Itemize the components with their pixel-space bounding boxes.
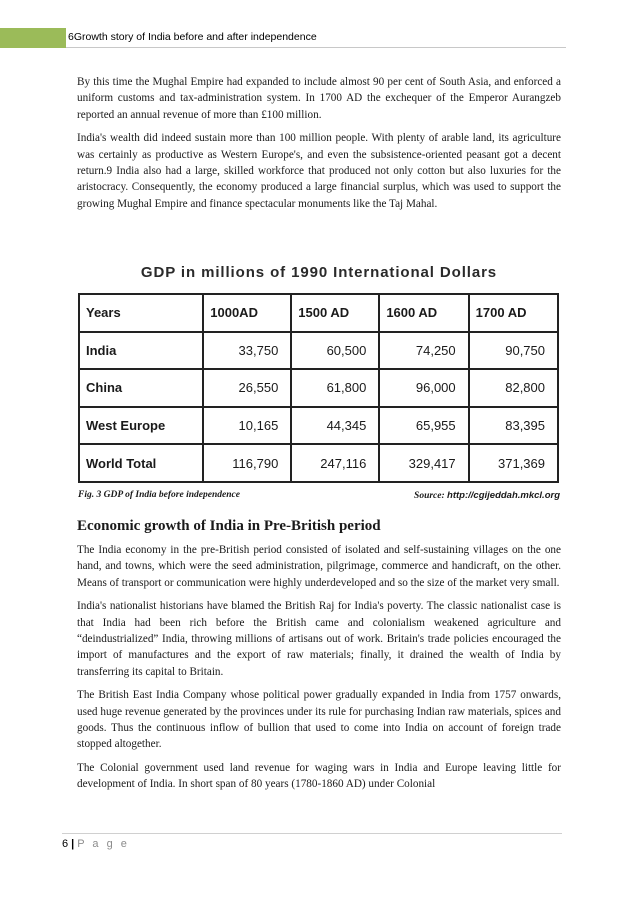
row-label: China — [79, 369, 203, 407]
table-cell: 371,369 — [469, 444, 558, 482]
header-divider — [66, 47, 566, 48]
table-cell: 44,345 — [291, 407, 379, 445]
table-cell: 83,395 — [469, 407, 558, 445]
paragraph: The Colonial government used land revenue for waging wars in India and Europe leaving little for development of India. In short span of 80 years (1780-1860 AD) under Colonial — [77, 761, 561, 791]
row-label: West Europe — [79, 407, 203, 445]
footer-page-label: P a g e — [77, 838, 130, 850]
footer-separator: | — [71, 838, 75, 850]
table-cell: 90,750 — [469, 332, 558, 370]
page-footer — [62, 838, 129, 850]
table-cell: 82,800 — [469, 369, 558, 407]
column-header: 1500 AD — [291, 294, 379, 332]
figure-source — [414, 490, 560, 501]
footer-page-number: 6 — [62, 838, 69, 850]
table-header-row — [79, 294, 558, 332]
paragraph: India's wealth did indeed sustain more than 100 million people. With plenty of arable land, its agriculture was certainly as productive as Western Europe's, and even the subsistence-oriented peasant got a decent return.9 India also had a large, skilled workforce that produced not only cotton but also luxuries for the aristocracy. Consequently, the economy produced a large financial surplus, which was used to support the growing Mughal Empire and finance spectacular monuments like the Taj Mahal. — [77, 132, 561, 210]
paragraph: India's nationalist historians have blamed the British Raj for India's poverty. The classic nationalist case is that India had been rich before the British came and colonialism weakened agriculture and “deindustrialized” India, throwing millions of artisans out of work. Britain's trade policies encouraged the import of manufactures and the export of raw materials; finally, it drained the wealth of India by transferring its capital to Britain. — [77, 600, 561, 678]
table-cell: 60,500 — [291, 332, 379, 370]
source-label: Source: — [414, 491, 445, 501]
section-heading: Economic growth of India in Pre-British period — [77, 518, 381, 534]
table-cell: 61,800 — [291, 369, 379, 407]
table-row — [79, 407, 558, 445]
header-title: Growth story of India before and after independence — [73, 31, 317, 43]
caption-text: Fig. 3 GDP of India before independence — [78, 490, 240, 500]
paragraph: The British East India Company whose political power gradually expanded in India from 1757 onwards, used huge revenue generated by the provinces under its rule for purchasing Indian raw materials, spices and goods. Thus the continuous inflow of bullion that used to come into India on account of foreign trade stopped altogether. — [77, 689, 561, 751]
header-accent-bar — [0, 28, 66, 48]
running-header — [68, 31, 317, 43]
table-row — [79, 332, 558, 370]
table-cell: 26,550 — [203, 369, 291, 407]
table-cell: 247,116 — [291, 444, 379, 482]
table-row — [79, 369, 558, 407]
source-url: http://cgijeddah.mkcl.org — [447, 490, 560, 501]
table-cell: 96,000 — [379, 369, 468, 407]
column-header: 1700 AD — [469, 294, 558, 332]
gdp-table — [78, 293, 559, 483]
column-header: 1000AD — [203, 294, 291, 332]
table-cell: 116,790 — [203, 444, 291, 482]
table-row — [79, 444, 558, 482]
column-header: 1600 AD — [379, 294, 468, 332]
paragraph: The India economy in the pre-British period consisted of isolated and self-sustaining villages on the one hand, and towns, which were the seed administration, pilgrimage, commerce and handicraft, on the other. Means of transport or communication were highly underdeveloped and so the size of the market very small. — [77, 544, 561, 589]
footer-divider — [62, 833, 562, 834]
table-cell: 329,417 — [379, 444, 468, 482]
table-cell: 10,165 — [203, 407, 291, 445]
column-header: Years — [79, 294, 203, 332]
table-cell: 65,955 — [379, 407, 468, 445]
row-label: World Total — [79, 444, 203, 482]
table-title: GDP in millions of 1990 International Dollars — [140, 264, 498, 281]
table-cell: 74,250 — [379, 332, 468, 370]
body-text-bottom — [77, 542, 561, 800]
row-label: India — [79, 332, 203, 370]
paragraph: By this time the Mughal Empire had expanded to include almost 90 per cent of South Asia, and enforced a uniform customs and tax-administration system. In 1700 AD the exchequer of the Emperor Aurangzeb reported an annual revenue of more than £100 million. — [77, 76, 561, 121]
table-cell: 33,750 — [203, 332, 291, 370]
body-text-top — [77, 74, 561, 219]
figure-caption — [78, 490, 560, 500]
header-page-number: 6 — [68, 31, 74, 43]
